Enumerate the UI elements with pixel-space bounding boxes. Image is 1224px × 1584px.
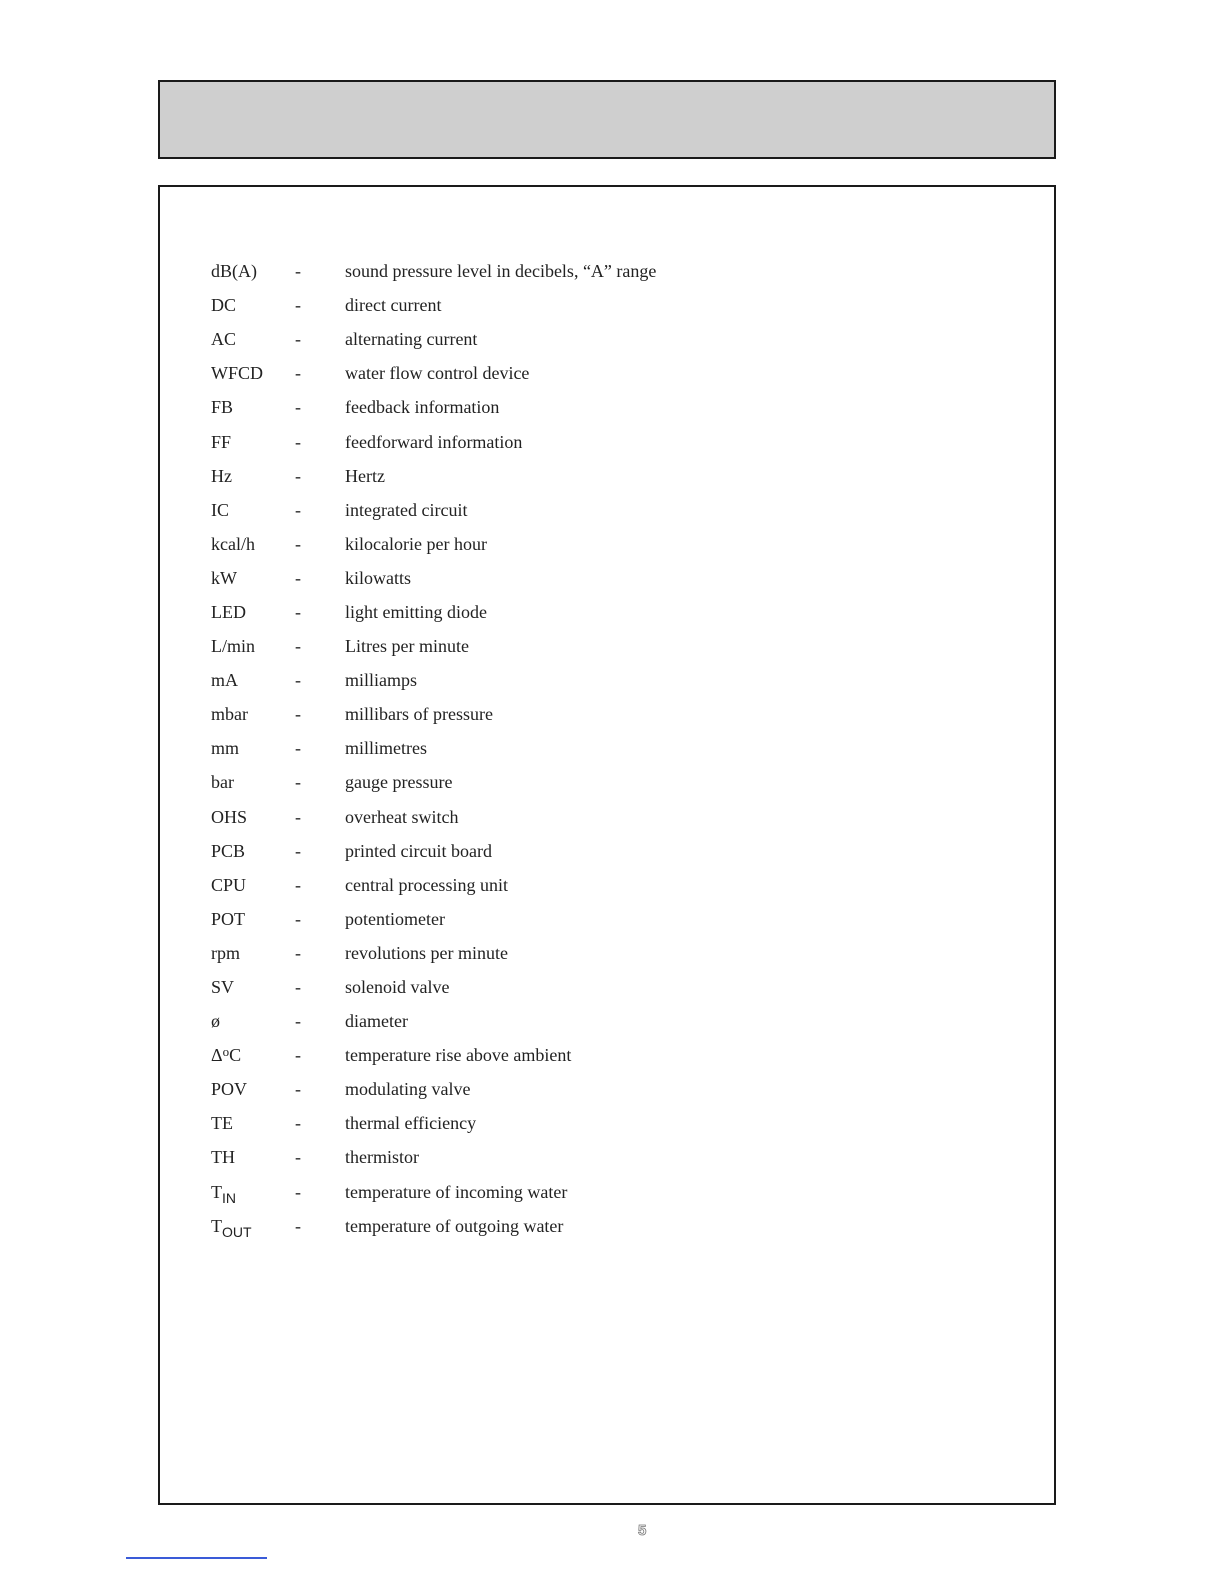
separator-dash: - xyxy=(295,1215,301,1236)
separator-dash: - xyxy=(295,772,301,793)
list-item xyxy=(211,356,656,390)
separator-dash: - xyxy=(295,499,301,520)
abbreviation-term: kW xyxy=(211,567,237,588)
abbreviation-list xyxy=(211,254,656,1243)
list-item xyxy=(211,595,656,629)
delta-symbol: Δ xyxy=(211,1045,223,1066)
abbreviation-definition: temperature of outgoing water xyxy=(345,1215,564,1236)
abbreviation-definition: kilocalorie per hour xyxy=(345,533,487,554)
list-item xyxy=(211,254,656,288)
abbreviation-term: bar xyxy=(211,772,234,793)
separator-dash: - xyxy=(295,295,301,316)
abbreviation-term: OHS xyxy=(211,806,248,827)
list-item xyxy=(211,390,656,424)
abbreviation-term: mA xyxy=(211,670,238,691)
abbreviation-definition: direct current xyxy=(345,295,442,316)
abbreviation-term: LED xyxy=(211,601,246,622)
list-item xyxy=(211,322,656,356)
abbreviation-term: dB(A) xyxy=(211,261,257,282)
abbreviation-term: CPU xyxy=(211,874,247,895)
abbreviation-definition: feedback information xyxy=(345,397,500,418)
abbreviation-term: AC xyxy=(211,329,237,350)
separator-dash: - xyxy=(295,1181,301,1202)
list-item xyxy=(211,868,656,902)
list-item xyxy=(211,629,656,663)
list-item xyxy=(211,663,656,697)
abbreviation-term: TH xyxy=(211,1147,235,1168)
abbreviation-term xyxy=(211,1046,295,1064)
list-item xyxy=(211,1175,656,1209)
separator-dash: - xyxy=(295,738,301,759)
abbreviation-definition: diameter xyxy=(345,1011,408,1032)
abbreviation-term: POV xyxy=(211,1079,248,1100)
separator-dash: - xyxy=(295,1147,301,1168)
abbreviation-definition: printed circuit board xyxy=(345,840,492,861)
list-item xyxy=(211,424,656,458)
separator-dash: - xyxy=(295,874,301,895)
separator-dash: - xyxy=(295,567,301,588)
separator-dash: - xyxy=(295,977,301,998)
separator-dash: - xyxy=(295,908,301,929)
list-item xyxy=(211,561,656,595)
abbreviation-definition: overheat switch xyxy=(345,806,459,827)
separator-dash: - xyxy=(295,806,301,827)
separator-dash: - xyxy=(295,533,301,554)
list-item xyxy=(211,1038,656,1072)
abbreviation-term: mbar xyxy=(211,704,248,725)
footer-link-underline[interactable] xyxy=(126,1557,267,1559)
separator-dash: - xyxy=(295,840,301,861)
list-item xyxy=(211,834,656,868)
abbreviation-term: Hz xyxy=(211,465,232,486)
abbreviation-term: FF xyxy=(211,431,232,452)
abbreviation-term: kcal/h xyxy=(211,533,255,554)
subscript-in: IN xyxy=(222,1189,236,1206)
separator-dash: - xyxy=(295,1079,301,1100)
abbreviation-definition: water flow control device xyxy=(345,363,530,384)
separator-dash: - xyxy=(295,465,301,486)
abbreviation-definition: central processing unit xyxy=(345,874,508,895)
list-item xyxy=(211,1072,656,1106)
abbreviation-definition: temperature of incoming water xyxy=(345,1181,568,1202)
list-item xyxy=(211,1004,656,1038)
separator-dash: - xyxy=(295,601,301,622)
abbreviation-definition: light emitting diode xyxy=(345,601,487,622)
abbreviation-definition: feedforward information xyxy=(345,431,523,452)
abbreviation-definition: revolutions per minute xyxy=(345,942,508,963)
list-item xyxy=(211,800,656,834)
abbreviation-definition: solenoid valve xyxy=(345,977,450,998)
list-item xyxy=(211,970,656,1004)
abbreviation-term: WFCD xyxy=(211,363,264,384)
list-item xyxy=(211,1106,656,1140)
abbreviation-definition: temperature rise above ambient xyxy=(345,1045,572,1066)
separator-dash: - xyxy=(295,636,301,657)
abbreviation-term xyxy=(211,1215,295,1240)
list-item xyxy=(211,765,656,799)
abbreviation-definition: thermal efficiency xyxy=(345,1113,477,1134)
separator-dash: - xyxy=(295,1011,301,1032)
separator-dash: - xyxy=(295,1045,301,1066)
abbreviation-term xyxy=(211,1181,295,1206)
temperature-symbol: T xyxy=(211,1181,222,1202)
list-item xyxy=(211,731,656,765)
abbreviation-definition: milliamps xyxy=(345,670,417,691)
list-item xyxy=(211,493,656,527)
separator-dash: - xyxy=(295,704,301,725)
abbreviation-definition: Litres per minute xyxy=(345,636,469,657)
abbreviation-term: L/min xyxy=(211,636,255,657)
list-item xyxy=(211,527,656,561)
separator-dash: - xyxy=(295,363,301,384)
abbreviation-definition: alternating current xyxy=(345,329,478,350)
abbreviation-definition: gauge pressure xyxy=(345,772,453,793)
abbreviation-definition: modulating valve xyxy=(345,1079,471,1100)
separator-dash: - xyxy=(295,431,301,452)
abbreviation-definition: millibars of pressure xyxy=(345,704,493,725)
abbreviation-definition: kilowatts xyxy=(345,567,411,588)
abbreviation-definition: integrated circuit xyxy=(345,499,468,520)
temperature-symbol: T xyxy=(211,1215,222,1236)
abbreviation-term: FB xyxy=(211,397,234,418)
celsius-unit: C xyxy=(229,1045,242,1066)
list-item xyxy=(211,1209,656,1243)
list-item xyxy=(211,902,656,936)
separator-dash: - xyxy=(295,329,301,350)
abbreviation-term: TE xyxy=(211,1113,233,1134)
list-item xyxy=(211,288,656,322)
abbreviation-term: PCB xyxy=(211,840,246,861)
header-band xyxy=(158,80,1056,159)
abbreviation-term: mm xyxy=(211,738,240,759)
list-item xyxy=(211,459,656,493)
abbreviation-term: ø xyxy=(211,1011,220,1032)
abbreviation-term: SV xyxy=(211,977,235,998)
separator-dash: - xyxy=(295,261,301,282)
abbreviation-term: DC xyxy=(211,295,237,316)
abbreviation-definition: thermistor xyxy=(345,1147,419,1168)
list-item xyxy=(211,697,656,731)
separator-dash: - xyxy=(295,670,301,691)
abbreviation-term: rpm xyxy=(211,942,240,963)
page-number: 5 xyxy=(638,1522,647,1539)
abbreviation-definition: sound pressure level in decibels, “A” range xyxy=(345,261,657,282)
abbreviation-term: IC xyxy=(211,499,229,520)
separator-dash: - xyxy=(295,1113,301,1134)
list-item xyxy=(211,1140,656,1174)
list-item xyxy=(211,936,656,970)
abbreviation-definition: potentiometer xyxy=(345,908,445,929)
abbreviation-definition: Hertz xyxy=(345,465,385,486)
subscript-out: OUT xyxy=(222,1223,252,1240)
separator-dash: - xyxy=(295,942,301,963)
degree-superscript: o xyxy=(222,1044,230,1060)
abbreviation-term: POT xyxy=(211,908,246,929)
separator-dash: - xyxy=(295,397,301,418)
abbreviation-definition: millimetres xyxy=(345,738,427,759)
